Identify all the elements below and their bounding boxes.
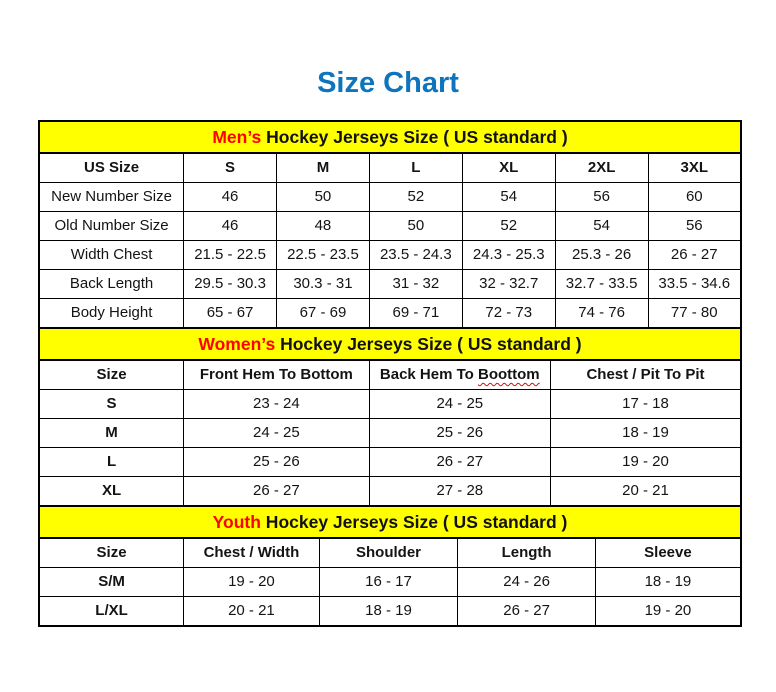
table-cell: 25 - 26 [184, 448, 369, 477]
column-header: S [184, 153, 277, 183]
row-label: S [39, 390, 184, 419]
table-row [39, 270, 741, 299]
table-cell: 24.3 - 25.3 [462, 241, 555, 270]
row-label: New Number Size [39, 183, 184, 212]
table-cell: 46 [184, 183, 277, 212]
row-label: XL [39, 477, 184, 507]
table-cell: 20 - 21 [551, 477, 741, 507]
row-label: Back Length [39, 270, 184, 299]
table-cell: 27 - 28 [369, 477, 550, 507]
table-cell: 17 - 18 [551, 390, 741, 419]
table-cell: 23.5 - 24.3 [369, 241, 462, 270]
table-cell: 19 - 20 [551, 448, 741, 477]
table-row [39, 568, 741, 597]
column-header: L [369, 153, 462, 183]
section-title-rest: Hockey Jerseys Size ( US standard ) [261, 126, 568, 147]
section-title-highlight: Men’s [212, 126, 262, 147]
table-cell: 77 - 80 [648, 299, 741, 329]
column-header: 2XL [555, 153, 648, 183]
section-title-rest: Hockey Jerseys Size ( US standard ) [260, 511, 568, 532]
table-cell: 25.3 - 26 [555, 241, 648, 270]
table-cell: 52 [462, 212, 555, 241]
column-header: 3XL [648, 153, 741, 183]
table-cell: 67 - 69 [277, 299, 370, 329]
mens-size-table [38, 120, 742, 329]
table-cell: 54 [555, 212, 648, 241]
table-cell: 19 - 20 [184, 568, 320, 597]
page-title: Size Chart [317, 67, 459, 99]
table-cell: 52 [369, 183, 462, 212]
table-cell: 19 - 20 [595, 597, 741, 627]
table-row [39, 597, 741, 627]
header-row [39, 153, 741, 183]
column-header: Size [39, 538, 184, 568]
column-header: Shoulder [319, 538, 458, 568]
row-label: L [39, 448, 184, 477]
column-header: Size [39, 360, 184, 390]
table-cell: 32 - 32.7 [462, 270, 555, 299]
table-row [39, 390, 741, 419]
table-cell: 26 - 27 [648, 241, 741, 270]
row-label: S/M [39, 568, 184, 597]
table-cell: 18 - 19 [319, 597, 458, 627]
column-header: M [277, 153, 370, 183]
table-cell: 26 - 27 [369, 448, 550, 477]
table-cell: 18 - 19 [595, 568, 741, 597]
table-cell: 74 - 76 [555, 299, 648, 329]
mens-section-band [39, 121, 741, 153]
size-tables [38, 120, 742, 627]
table-row [39, 241, 741, 270]
table-cell: 46 [184, 212, 277, 241]
table-cell: 24 - 26 [458, 568, 596, 597]
column-header: Back Hem To Boottom [369, 360, 550, 390]
table-row [39, 212, 741, 241]
table-cell: 60 [648, 183, 741, 212]
table-cell: 56 [555, 183, 648, 212]
table-cell: 21.5 - 22.5 [184, 241, 277, 270]
column-header: Length [458, 538, 596, 568]
row-label: Body Height [39, 299, 184, 329]
column-header: Front Hem To Bottom [184, 360, 369, 390]
table-cell: 24 - 25 [184, 419, 369, 448]
table-cell: 16 - 17 [319, 568, 458, 597]
section-title-rest: Hockey Jerseys Size ( US standard ) [275, 333, 582, 354]
misspelled-word: Boottom [478, 366, 540, 384]
table-row [39, 477, 741, 507]
section-band-title [39, 121, 741, 153]
column-header: US Size [39, 153, 184, 183]
table-cell: 30.3 - 31 [277, 270, 370, 299]
table-cell: 29.5 - 30.3 [184, 270, 277, 299]
section-title-highlight: Youth [212, 511, 261, 532]
table-cell: 56 [648, 212, 741, 241]
header-row [39, 360, 741, 390]
youth-section-band [39, 506, 741, 538]
section-title-highlight: Women’s [198, 333, 276, 354]
row-label: M [39, 419, 184, 448]
table-cell: 50 [277, 183, 370, 212]
table-cell: 31 - 32 [369, 270, 462, 299]
table-cell: 32.7 - 33.5 [555, 270, 648, 299]
table-cell: 54 [462, 183, 555, 212]
table-cell: 48 [277, 212, 370, 241]
table-cell: 25 - 26 [369, 419, 550, 448]
table-cell: 24 - 25 [369, 390, 550, 419]
table-cell: 72 - 73 [462, 299, 555, 329]
row-label: L/XL [39, 597, 184, 627]
table-cell: 33.5 - 34.6 [648, 270, 741, 299]
table-cell: 20 - 21 [184, 597, 320, 627]
table-cell: 23 - 24 [184, 390, 369, 419]
header-row [39, 538, 741, 568]
womens-size-table [38, 327, 742, 507]
table-cell: 65 - 67 [184, 299, 277, 329]
column-header: Chest / Pit To Pit [551, 360, 741, 390]
row-label: Old Number Size [39, 212, 184, 241]
column-header: Chest / Width [184, 538, 320, 568]
table-cell: 26 - 27 [184, 477, 369, 507]
table-row [39, 419, 741, 448]
youth-size-table [38, 505, 742, 627]
table-cell: 26 - 27 [458, 597, 596, 627]
column-header: XL [462, 153, 555, 183]
womens-section-band [39, 328, 741, 360]
section-band-title [39, 328, 741, 360]
column-header: Sleeve [595, 538, 741, 568]
row-label: Width Chest [39, 241, 184, 270]
table-row [39, 299, 741, 329]
section-band-title [39, 506, 741, 538]
table-cell: 50 [369, 212, 462, 241]
table-row [39, 448, 741, 477]
table-row [39, 183, 741, 212]
table-cell: 18 - 19 [551, 419, 741, 448]
table-cell: 69 - 71 [369, 299, 462, 329]
table-cell: 22.5 - 23.5 [277, 241, 370, 270]
